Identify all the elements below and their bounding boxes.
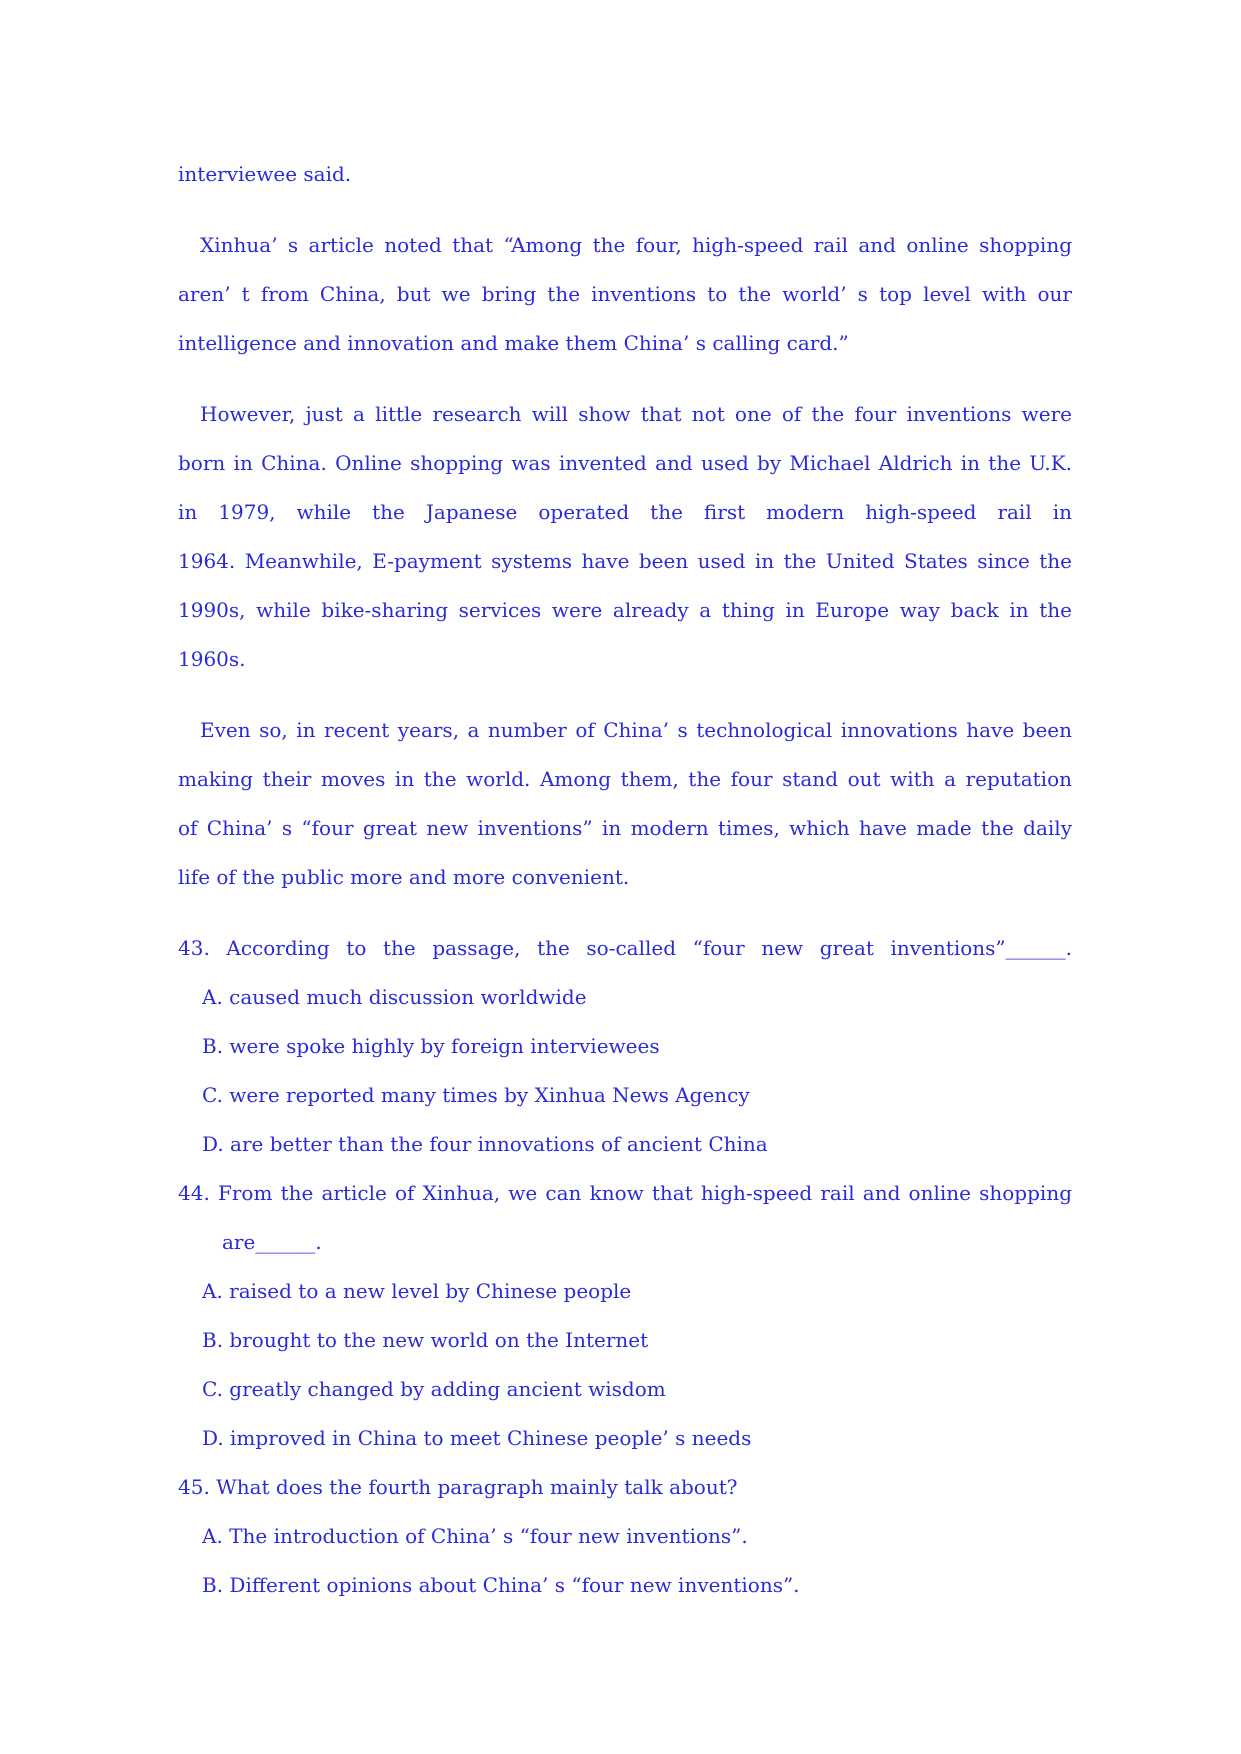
paragraph-xinhua-article (178, 221, 1072, 368)
option-b: B. Different opinions about China’ s “four new inventions”. (202, 1573, 800, 1597)
text-line: life of the public more and more convenient. (178, 865, 630, 889)
text-line: Even so, in recent years, a number of China’ s technological innovations have been (200, 718, 1072, 742)
question-45 (178, 1463, 1072, 1610)
paragraph-research (178, 390, 1072, 684)
option-d: D. improved in China to meet Chinese people’ s needs (202, 1426, 752, 1450)
option-a: A. raised to a new level by Chinese people (202, 1279, 632, 1303)
option-a: A. The introduction of China’ s “four new inventions”. (202, 1524, 748, 1548)
question-stem: 45. What does the fourth paragraph mainly talk about? (178, 1475, 738, 1499)
text-line: 1960s. (178, 647, 246, 671)
option-d: D. are better than the four innovations of ancient China (202, 1132, 768, 1156)
text-line: 1964. Meanwhile, E-payment systems have been used in the United States since the (178, 549, 1072, 573)
text-line: of China’ s “four great new inventions” in modern times, which have made the daily (178, 816, 1072, 840)
text-line: born in China. Online shopping was invented and used by Michael Aldrich in the U.K. (178, 451, 1072, 475)
text-line: aren’ t from China, but we bring the inventions to the world’ s top level with our (178, 282, 1072, 306)
text-line: intelligence and innovation and make them China’ s calling card.” (178, 331, 849, 355)
option-c: C. greatly changed by adding ancient wisdom (202, 1377, 666, 1401)
question-44 (178, 1169, 1072, 1463)
question-stem: 43. According to the passage, the so-called “four new great inventions”______. (178, 936, 1072, 960)
text-line: making their moves in the world. Among them, the four stand out with a reputation (178, 767, 1072, 791)
text-line: However, just a little research will show that not one of the four inventions were (200, 402, 1072, 426)
paragraph-recent-innovations (178, 706, 1072, 902)
text-line: interviewee said. (178, 162, 352, 186)
text-line: in 1979, while the Japanese operated the first modern high-speed rail in (178, 500, 1072, 524)
document-page (178, 150, 1072, 1610)
question-43 (178, 924, 1072, 1169)
option-a: A. caused much discussion worldwide (202, 985, 587, 1009)
question-stem: 44. From the article of Xinhua, we can know that high-speed rail and online shopping (178, 1181, 1072, 1205)
paragraph-intro (178, 150, 1072, 199)
option-b: B. brought to the new world on the Internet (202, 1328, 649, 1352)
question-stem-continued: are______. (222, 1230, 322, 1254)
option-b: B. were spoke highly by foreign interviewees (202, 1034, 660, 1058)
text-line: Xinhua’ s article noted that “Among the four, high-speed rail and online shopping (200, 233, 1072, 257)
text-line: 1990s, while bike-sharing services were already a thing in Europe way back in the (178, 598, 1072, 622)
option-c: C. were reported many times by Xinhua News Agency (202, 1083, 750, 1107)
